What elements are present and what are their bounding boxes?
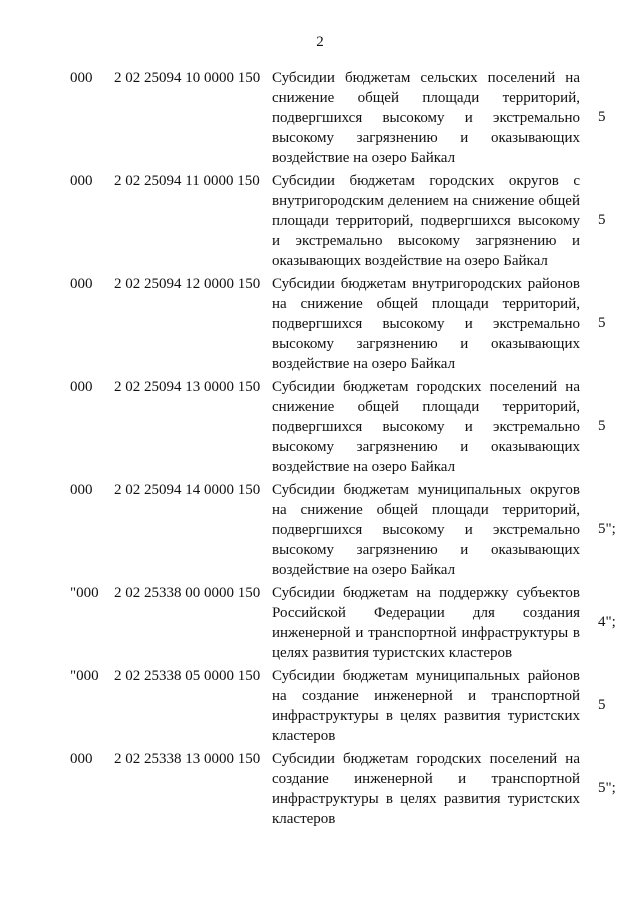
row-value: 4"; [598, 613, 616, 630]
row-description: Субсидии бюджетам городских поселений на создание инженерной и транспортной инфраструктуры в целях развития туристских кластеров [272, 751, 580, 827]
budget-classification-code: 2 02 25338 00 0000 150 [114, 585, 261, 601]
row-description: Субсидии бюджетам на поддержку субъектов Российской Федерации для создания инженерной и транспортной инфраструктуры в целях развития туристских кластеров [272, 585, 580, 661]
admin-code: 000 [70, 70, 93, 86]
row-description: Субсидии бюджетам городских округов с внутригородским делением на снижение общей площади территорий, подвергшихся высокому и экстремально высокому загрязнению и оказывающих воздействие на озеро Байкал [272, 173, 580, 269]
admin-code: 000 [70, 751, 93, 767]
admin-code: "000 [70, 668, 99, 684]
row-description: Субсидии бюджетам городских поселений на снижение общей площади территорий, подвергшихся высокому и экстремально высокому загрязнению и оказывающих воздействие на озеро Байкал [272, 379, 580, 475]
table-row [0, 169, 640, 271]
page-number: 2 [316, 34, 324, 50]
row-value: 5 [598, 314, 606, 331]
admin-code: 000 [70, 173, 93, 189]
budget-classification-code: 2 02 25094 10 0000 150 [114, 70, 261, 86]
budget-classification-code: 2 02 25094 11 0000 150 [114, 173, 260, 189]
row-description: Субсидии бюджетам муниципальных районов на создание инженерной и транспортной инфраструктуры в целях развития туристских кластеров [272, 668, 580, 744]
row-value: 5 [598, 696, 606, 713]
admin-code: 000 [70, 482, 93, 498]
row-value: 5"; [598, 520, 616, 537]
table-row [0, 375, 640, 477]
budget-code-table [0, 66, 640, 830]
admin-code: "000 [70, 585, 99, 601]
admin-code: 000 [70, 276, 93, 292]
row-value: 5 [598, 211, 606, 228]
row-value: 5 [598, 108, 606, 125]
budget-classification-code: 2 02 25338 13 0000 150 [114, 751, 261, 767]
row-value: 5 [598, 417, 606, 434]
budget-classification-code: 2 02 25094 13 0000 150 [114, 379, 261, 395]
admin-code: 000 [70, 379, 93, 395]
row-value: 5"; [598, 779, 616, 796]
table-row [0, 581, 640, 663]
row-description: Субсидии бюджетам внутригородских районов на снижение общей площади территорий, подвергшихся высокому и экстремально высокому загрязнению и оказывающих воздействие на озеро Байкал [272, 276, 580, 372]
table-row [0, 747, 640, 829]
table-row [0, 478, 640, 580]
budget-classification-code: 2 02 25338 05 0000 150 [114, 668, 261, 684]
table-row [0, 664, 640, 746]
budget-classification-code: 2 02 25094 12 0000 150 [114, 276, 261, 292]
row-description: Субсидии бюджетам муниципальных округов на снижение общей площади территорий, подвергшихся высокому и экстремально высокому загрязнению и оказывающих воздействие на озеро Байкал [272, 482, 580, 578]
budget-classification-code: 2 02 25094 14 0000 150 [114, 482, 261, 498]
row-description: Субсидии бюджетам сельских поселений на снижение общей площади территорий, подвергшихся высокому и экстремально высокому загрязнению и оказывающих воздействие на озеро Байкал [272, 70, 580, 166]
table-row [0, 66, 640, 168]
table-row [0, 272, 640, 374]
